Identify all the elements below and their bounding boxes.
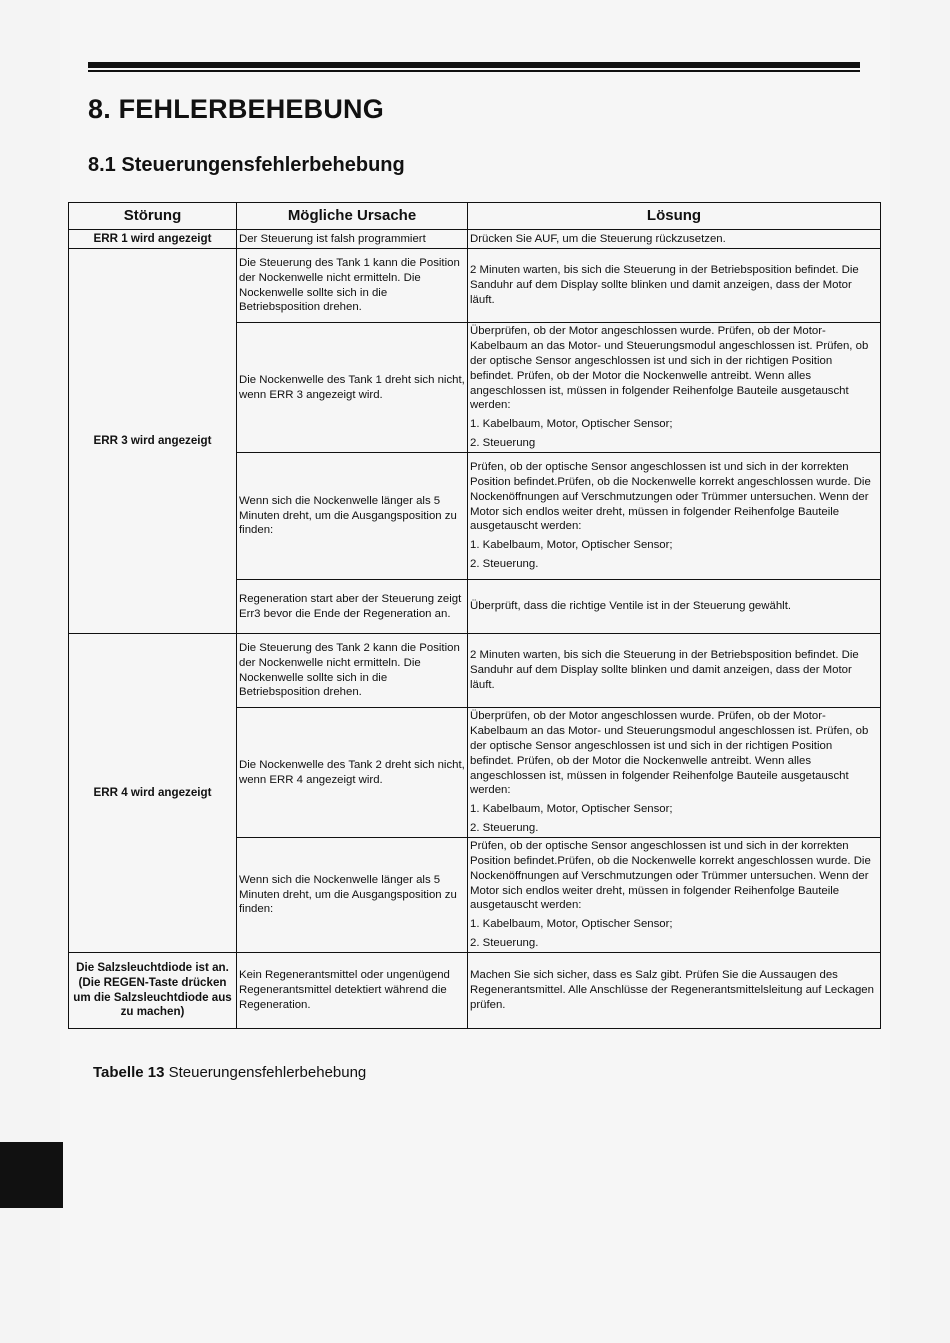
troubleshooting-table [68,202,881,1029]
cause-cell: Regeneration start aber der Steuerung zeigt Err3 bevor die Ende der Regeneration an. [237,580,468,634]
table-row [69,249,881,323]
solution-step: 2. Steuerung [470,436,536,449]
solution-text: Prüfen, ob der optische Sensor angeschlossen ist und sich in der korrekten Position befindet.Prüfen, ob die Nockenwelle korrekt angeschlossen wurde. Die Nockenöffnungen auf Verschmutzungen oder Trümmer untersuchen. Wenn der Motor sich endlos weiter dreht, müssen in folgender Reihenfolge Bauteile ausgetauscht werden: [470,461,871,533]
column-header-solution: Lösung [468,203,881,230]
solution-step: 1. Kabelbaum, Motor, Optischer Sensor; [470,418,673,431]
solution-cell: 2 Minuten warten, bis sich die Steuerung in der Betriebsposition befindet. Die Sanduhr auf dem Display sollte blinken und damit anzeigen, dass der Motor läuft. [468,634,881,708]
page-title: 8. FEHLERBEHEBUNG [88,94,384,124]
solution-step: 2. Steuerung. [470,936,539,949]
fault-cell: ERR 4 wird angezeigt [69,634,237,953]
table-row [69,953,881,1029]
caption-text: Steuerungensfehlerbehebung [168,1064,367,1081]
column-header-fault: Störung [69,203,237,230]
solution-cell: 2 Minuten warten, bis sich die Steuerung in der Betriebsposition befindet. Die Sanduhr auf dem Display sollte blinken und damit anzeigen, dass der Motor läuft. [468,249,881,323]
solution-text: Überprüfen, ob der Motor angeschlossen wurde. Prüfen, ob der Motor-Kabelbaum an das Motor- und Steuerungsmodul angeschlossen ist. Prüfen, ob der optische Sensor angeschlossen ist und sich in der richtigen Position befindet. Prüfen, ob der Motor die Nockenwelle antreibt. Wenn alles angeschlossen ist, müssen in folgender Reihenfolge Bauteile ausgetauscht werden: [470,325,869,412]
caption-label: Tabelle 13 [93,1064,165,1081]
header-rule [88,62,860,68]
solution-text: Prüfen, ob der optische Sensor angeschlossen ist und sich in der korrekten Position befindet.Prüfen, ob die Nockenwelle korrekt angeschlossen wurde. Die Nockenöffnungen auf Verschmutzungen oder Trümmer untersuchen. Wenn der Motor sich endlos weiter dreht, müssen in folgender Reihenfolge Bauteile ausgetauscht werden: [470,840,871,912]
table-caption [93,1064,366,1081]
fault-cell: ERR 1 wird angezeigt [69,230,237,249]
solution-cell: Machen Sie sich sicher, dass es Salz gibt. Prüfen Sie die Aussaugen des Regenerantsmittel. Alle Anschlüsse der Regenerantsmittelsleitung auf Leckagen prüfen. [468,953,881,1029]
table-header-row [69,203,881,230]
column-header-cause: Mögliche Ursache [237,203,468,230]
table-row [69,230,881,249]
cause-cell: Die Steuerung des Tank 1 kann die Position der Nockenwelle nicht ermitteln. Die Nockenwelle sollte sich in die Betriebsposition drehen. [237,249,468,323]
cause-cell: Wenn sich die Nockenwelle länger als 5 Minuten dreht, um die Ausgangsposition zu finden: [237,838,468,953]
solution-step: 1. Kabelbaum, Motor, Optischer Sensor; [470,918,673,931]
solution-cell [468,708,881,838]
cause-cell: Die Nockenwelle des Tank 1 dreht sich nicht, wenn ERR 3 angezeigt wird. [237,323,468,453]
chapter-tab-marker [0,1142,63,1208]
table-row [69,634,881,708]
solution-text: Überprüfen, ob der Motor angeschlossen wurde. Prüfen, ob der Motor-Kabelbaum an das Motor- und Steuerungsmodul angeschlossen ist. Prüfen, ob der optische Sensor angeschlossen ist und sich in der richtigen Position befindet. Prüfen, ob der Motor die Nockenwelle antreibt. Wenn alles angeschlossen ist, müssen in folgender Reihenfolge Bauteile ausgetauscht werden: [470,710,869,797]
solution-step: 1. Kabelbaum, Motor, Optischer Sensor; [470,539,673,552]
solution-step: 1. Kabelbaum, Motor, Optischer Sensor; [470,803,673,816]
solution-cell [468,323,881,453]
solution-cell: Überprüft, dass die richtige Ventile ist in der Steuerung gewählt. [468,580,881,634]
fault-cell: Die Salzsleuchtdiode ist an. (Die REGEN-Taste drücken um die Salzsleuchtdiode aus zu machen) [69,953,237,1029]
solution-step: 2. Steuerung. [470,557,539,570]
fault-cell: ERR 3 wird angezeigt [69,249,237,634]
cause-cell: Wenn sich die Nockenwelle länger als 5 Minuten dreht, um die Ausgangsposition zu finden: [237,453,468,580]
cause-cell: Der Steuerung ist falsh programmiert [237,230,468,249]
solution-cell: Drücken Sie AUF, um die Steuerung rückzusetzen. [468,230,881,249]
header-rule-thin [88,70,860,72]
solution-cell [468,453,881,580]
section-title: 8.1 Steuerungensfehlerbehebung [88,154,405,176]
solution-cell [468,838,881,953]
solution-step: 2. Steuerung. [470,821,539,834]
cause-cell: Kein Regenerantsmittel oder ungenügend Regenerantsmittel detektiert während die Regeneration. [237,953,468,1029]
cause-cell: Die Nockenwelle des Tank 2 dreht sich nicht, wenn ERR 4 angezeigt wird. [237,708,468,838]
cause-cell: Die Steuerung des Tank 2 kann die Position der Nockenwelle nicht ermitteln. Die Nockenwelle sollte sich in die Betriebsposition drehen. [237,634,468,708]
